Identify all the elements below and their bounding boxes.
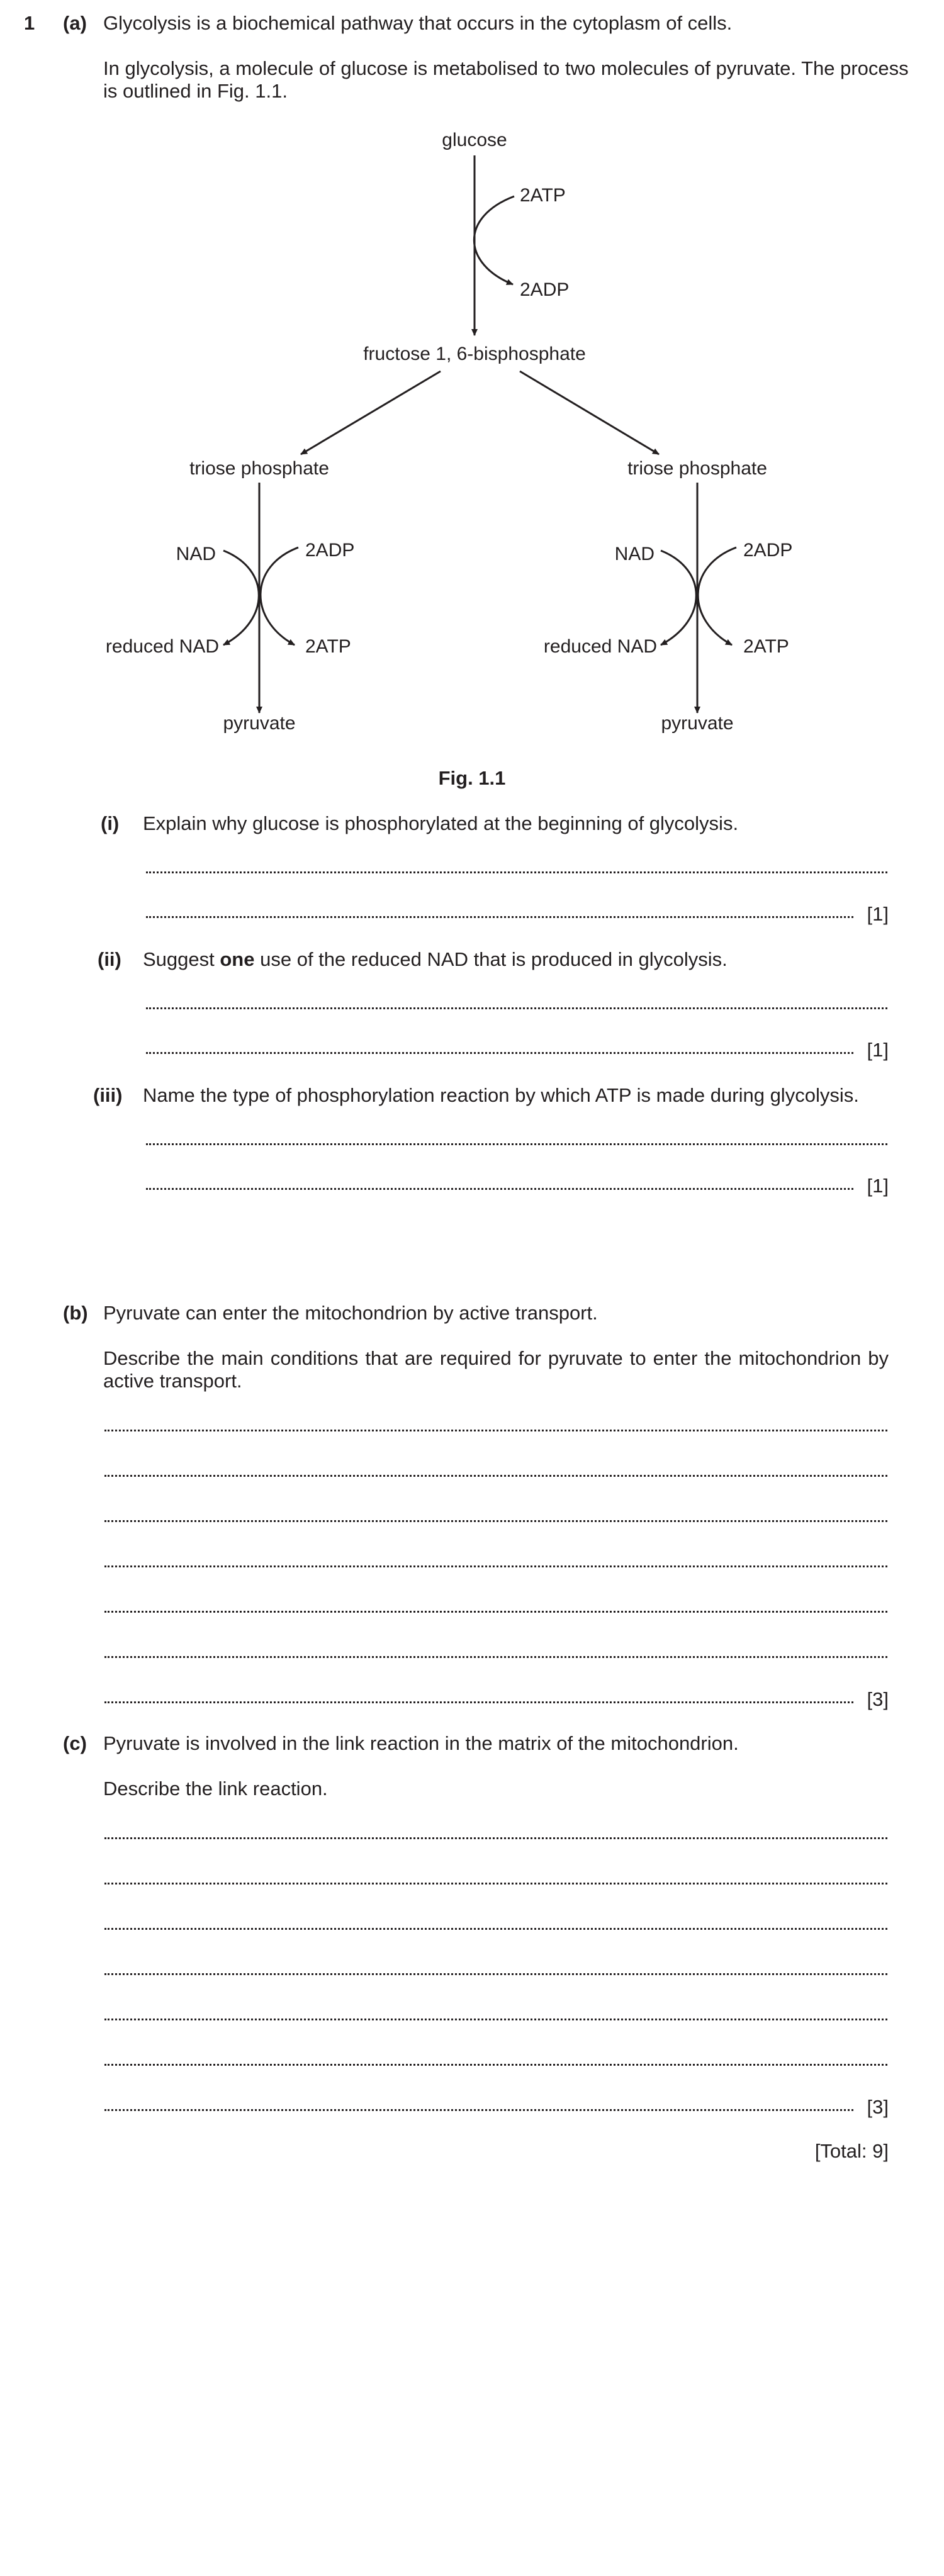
label-right-triose: triose phosphate bbox=[627, 458, 767, 479]
sub-i-question: Explain why glucose is phosphorylated at the beginning of glycolysis. bbox=[143, 812, 739, 834]
label-2adp-out: 2ADP bbox=[520, 279, 570, 300]
answer-line[interactable] bbox=[146, 871, 887, 873]
label-right-reduced-nad: reduced NAD bbox=[543, 636, 657, 657]
part-a-label: (a) bbox=[63, 12, 87, 34]
label-left-triose: triose phosphate bbox=[189, 458, 329, 479]
label-left-reduced-nad: reduced NAD bbox=[105, 636, 219, 657]
label-left-nad: NAD bbox=[176, 544, 216, 564]
question-number: 1 bbox=[24, 12, 35, 34]
label-left-2adp: 2ADP bbox=[305, 540, 355, 561]
part-b-question-line1: Describe the main conditions that are required for pyruvate to enter the mitochondrion by bbox=[103, 1347, 889, 1369]
answer-line[interactable] bbox=[104, 1928, 887, 1930]
right-adp-curve bbox=[698, 547, 736, 645]
part-b-question-line2: active transport. bbox=[103, 1370, 242, 1392]
answer-line[interactable] bbox=[104, 1837, 887, 1839]
answer-line[interactable] bbox=[104, 1701, 853, 1703]
answer-line[interactable] bbox=[146, 1007, 887, 1009]
label-right-2adp: 2ADP bbox=[743, 540, 793, 561]
part-b-intro: Pyruvate can enter the mitochondrion by active transport. bbox=[103, 1302, 598, 1324]
emphasis-one: one bbox=[220, 948, 255, 970]
sub-ii-question: Suggest one use of the reduced NAD that is produced in glycolysis. bbox=[143, 948, 728, 970]
label-right-nad: NAD bbox=[614, 544, 655, 564]
answer-line[interactable] bbox=[146, 1143, 887, 1145]
right-nad-curve bbox=[661, 551, 696, 645]
sub-i-marks: [1] bbox=[867, 903, 889, 925]
sub-iii-question: Name the type of phosphorylation reaction by which ATP is made during glycolysis. bbox=[143, 1084, 859, 1106]
answer-line[interactable] bbox=[146, 916, 853, 918]
sub-i-label: (i) bbox=[101, 812, 120, 834]
label-fructose-bisphosphate: fructose 1, 6-bisphosphate bbox=[363, 344, 586, 364]
answer-line[interactable] bbox=[104, 2109, 853, 2111]
answer-line[interactable] bbox=[104, 1883, 887, 1884]
sub-iii-marks: [1] bbox=[867, 1175, 889, 1197]
part-b-label: (b) bbox=[63, 1302, 88, 1324]
answer-line[interactable] bbox=[104, 2019, 887, 2020]
left-adp-curve bbox=[261, 547, 298, 645]
arrow-fructose-to-left-triose bbox=[301, 371, 441, 454]
label-right-2atp: 2ATP bbox=[743, 636, 789, 657]
answer-line[interactable] bbox=[104, 1430, 887, 1431]
glycolysis-diagram bbox=[0, 0, 944, 793]
answer-line[interactable] bbox=[104, 1973, 887, 1975]
answer-line[interactable] bbox=[104, 1611, 887, 1613]
part-a-description-line1: In glycolysis, a molecule of glucose is metabolised to two molecules of pyruvate. The process bbox=[103, 57, 909, 79]
part-a-intro: Glycolysis is a biochemical pathway that occurs in the cytoplasm of cells. bbox=[103, 12, 733, 34]
label-left-pyruvate: pyruvate bbox=[223, 713, 296, 734]
left-nad-curve bbox=[223, 551, 259, 645]
part-a-description-line2: is outlined in Fig. 1.1. bbox=[103, 80, 288, 102]
sub-ii-marks: [1] bbox=[867, 1039, 889, 1061]
part-c-marks: [3] bbox=[867, 2096, 889, 2118]
sub-iii-label: (iii) bbox=[93, 1084, 123, 1106]
answer-line[interactable] bbox=[104, 1520, 887, 1522]
answer-line[interactable] bbox=[146, 1188, 853, 1190]
answer-line[interactable] bbox=[104, 1656, 887, 1658]
sub-ii-label: (ii) bbox=[98, 948, 121, 970]
answer-line[interactable] bbox=[146, 1052, 853, 1054]
part-c-question: Describe the link reaction. bbox=[103, 1778, 328, 1800]
label-left-2atp: 2ATP bbox=[305, 636, 351, 657]
answer-line[interactable] bbox=[104, 1565, 887, 1567]
arrow-fructose-to-right-triose bbox=[520, 371, 659, 454]
atp-to-adp-curve bbox=[474, 196, 514, 284]
part-c-intro: Pyruvate is involved in the link reaction in the matrix of the mitochondrion. bbox=[103, 1732, 739, 1754]
part-b-marks: [3] bbox=[867, 1688, 889, 1710]
part-c-label: (c) bbox=[63, 1732, 87, 1754]
label-glucose: glucose bbox=[442, 130, 507, 150]
label-2atp-in: 2ATP bbox=[520, 185, 566, 206]
label-right-pyruvate: pyruvate bbox=[661, 713, 734, 734]
total-marks: [Total: 9] bbox=[814, 2140, 889, 2162]
answer-line[interactable] bbox=[104, 2064, 887, 2066]
figure-caption: Fig. 1.1 bbox=[438, 767, 506, 789]
answer-line[interactable] bbox=[104, 1475, 887, 1477]
